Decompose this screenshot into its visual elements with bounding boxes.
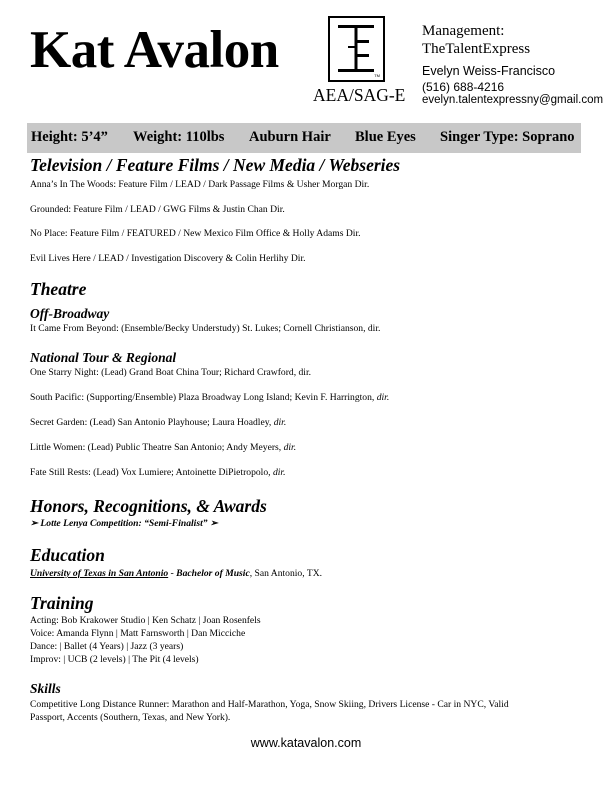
monogram-logo-icon xyxy=(328,16,385,82)
education-degree: - Bachelor of Music xyxy=(168,568,250,579)
training-improv: Improv: | UCB (2 levels) | The Pit (4 levels) xyxy=(30,654,199,665)
honors-item: ➢ Lotte Lenya Competition: “Semi-Finalist” ➢ xyxy=(30,518,218,529)
website-link[interactable]: www.katavalon.com xyxy=(250,736,362,750)
training-acting: Acting: Bob Krakower Studio | Ken Schatz | Joan Rosenfels xyxy=(30,615,261,626)
actor-name: Kat Avalon xyxy=(30,21,279,79)
national-tour-heading: National Tour & Regional xyxy=(30,350,177,365)
film-heading: Television / Feature Films / New Media / Webseries xyxy=(30,155,401,175)
education-heading: Education xyxy=(30,545,105,565)
stat-eyes: Blue Eyes xyxy=(355,129,416,145)
theatre-credit: Fate Still Rests: (Lead) Vox Lumiere; Antoinette DiPietropolo, dir. xyxy=(30,467,286,478)
management-label: Management: xyxy=(422,23,505,39)
theatre-credit: Little Women: (Lead) Public Theatre San Antonio; Andy Meyers, dir. xyxy=(30,442,297,453)
honors-heading: Honors, Recognitions, & Awards xyxy=(30,496,267,516)
management-company: TheTalentExpress xyxy=(422,41,531,57)
film-credit: Anna’s In The Woods: Feature Film / LEAD / Dark Passage Films & Usher Morgan Dir. xyxy=(30,179,370,190)
film-credit: Grounded: Feature Film / LEAD / GWG Films & Justin Chan Dir. xyxy=(30,204,285,215)
stat-height: Height: 5’4” xyxy=(31,129,108,145)
training-voice: Voice: Amanda Flynn | Matt Farnsworth | Dan Micciche xyxy=(30,628,246,639)
skills-heading: Skills xyxy=(30,681,61,696)
stat-singer-type: Singer Type: Soprano xyxy=(440,129,575,145)
union-affiliation: AEA/SAG-E xyxy=(313,85,406,105)
education-location: , San Antonio, TX. xyxy=(249,568,323,579)
education-school: University of Texas in San Antonio xyxy=(30,568,169,579)
theatre-credit: One Starry Night: (Lead) Grand Boat China Tour; Richard Crawford, dir. xyxy=(30,367,312,378)
theatre-heading: Theatre xyxy=(30,279,87,299)
stat-hair: Auburn Hair xyxy=(249,129,331,145)
stat-weight: Weight: 110lbs xyxy=(133,129,225,145)
off-broadway-heading: Off-Broadway xyxy=(30,306,110,321)
training-heading: Training xyxy=(30,593,94,613)
education-entry xyxy=(30,569,322,580)
management-contact: Evelyn Weiss-Francisco xyxy=(422,64,556,78)
theatre-credit: Secret Garden: (Lead) San Antonio Playhouse; Laura Hoadley, dir. xyxy=(30,417,287,428)
skills-line: Competitive Long Distance Runner: Marathon and Half-Marathon, Yoga, Snow Skiing, Drivers License - Car in NYC, Valid xyxy=(30,699,509,710)
logo-glyph xyxy=(330,18,382,79)
training-dance: Dance: | Ballet (4 Years) | Jazz (3 years) xyxy=(30,641,184,652)
skills-line: Passport, Accents (Southern, Texas, and New York). xyxy=(30,712,231,723)
film-credit: No Place: Feature Film / FEATURED / New Mexico Film Office & Holly Adams Dir. xyxy=(30,228,361,239)
logo-trademark: TM xyxy=(374,73,380,78)
management-email[interactable]: evelyn.talentexpressny@gmail.com xyxy=(422,94,604,106)
theatre-credit: It Came From Beyond: (Ensemble/Becky Understudy) St. Lukes; Cornell Christianson, dir. xyxy=(30,323,381,334)
management-phone[interactable]: (516) 688-4216 xyxy=(422,80,505,94)
film-credit: Evil Lives Here / LEAD / Investigation Discovery & Colin Herlihy Dir. xyxy=(30,253,306,264)
theatre-credit: South Pacific: (Supporting/Ensemble) Plaza Broadway Long Island; Kevin F. Harrington, dir. xyxy=(30,392,390,403)
